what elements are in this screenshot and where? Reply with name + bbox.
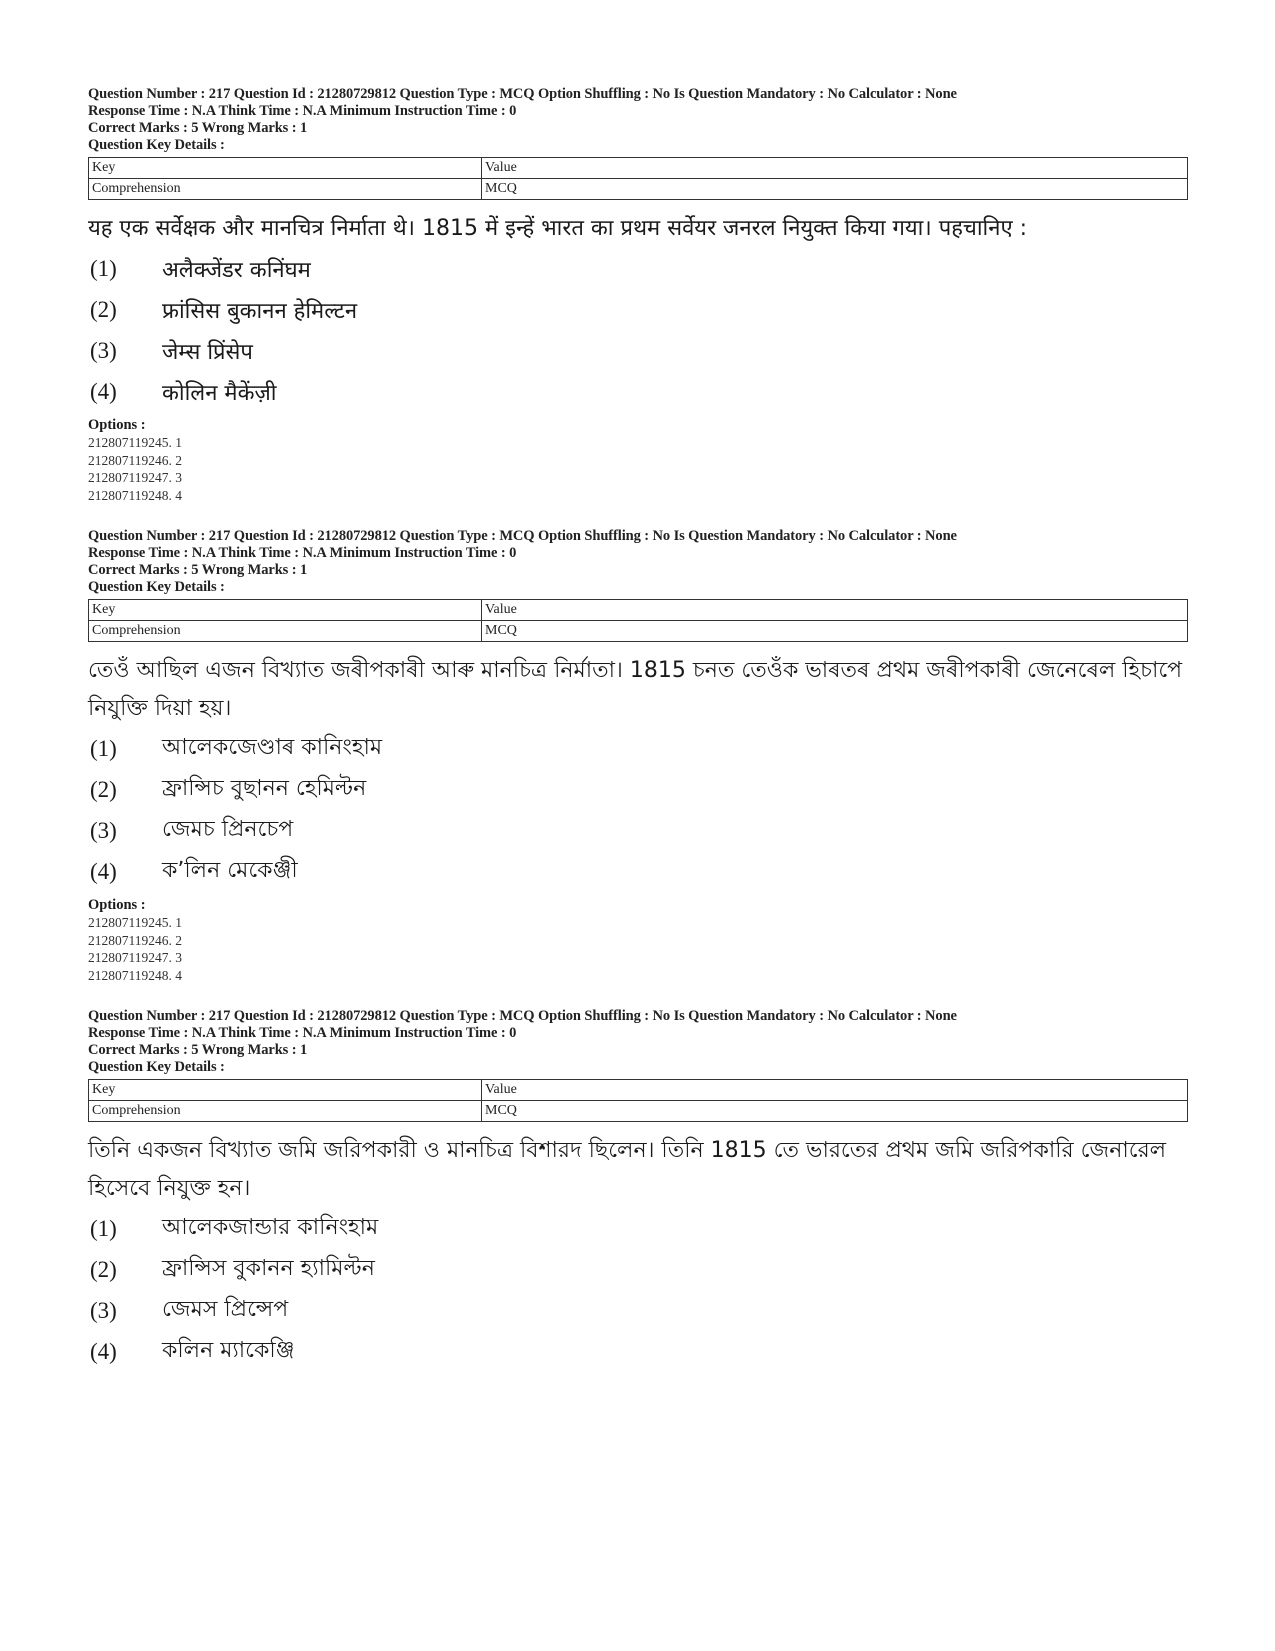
- table-cell-key: Comprehension: [89, 179, 482, 200]
- option-item: [88, 1290, 1188, 1331]
- option-number: (3): [90, 1297, 117, 1323]
- option-item: [88, 289, 1188, 330]
- table-header-key: Key: [89, 158, 482, 179]
- option-number: (3): [90, 817, 117, 843]
- table-header-value: Value: [482, 1080, 1188, 1101]
- meta-line: Question Number : 217 Question Id : 21280729812 Question Type : MCQ Option Shuffling : No Is Question Mandatory : No Calculator : None: [88, 1008, 957, 1024]
- meta-line: Response Time : N.A Think Time : N.A Minimum Instruction Time : 0: [88, 1025, 517, 1041]
- meta-line: Question Key Details :: [88, 137, 225, 153]
- table-cell-value: MCQ: [482, 1101, 1188, 1122]
- question-block-hindi: [88, 86, 1188, 504]
- table-cell-key: Comprehension: [89, 1101, 482, 1122]
- option-text: कोलिन मैकेंज़ी: [162, 380, 277, 406]
- table-header-key: Key: [89, 1080, 482, 1101]
- option-number: (2): [90, 1256, 117, 1282]
- meta-line: Response Time : N.A Think Time : N.A Minimum Instruction Time : 0: [88, 103, 517, 119]
- option-item: [88, 728, 1188, 769]
- table-row: [89, 600, 1188, 621]
- meta-line: Correct Marks : 5 Wrong Marks : 1: [88, 120, 308, 136]
- question-meta: [88, 86, 1188, 154]
- option-text: ফ্রান্সিস বুকানন হ্যামিল্টন: [162, 1256, 375, 1281]
- option-id: 212807119245. 1: [88, 915, 182, 930]
- block-spacer: [88, 984, 1188, 1008]
- option-item: [88, 330, 1188, 371]
- question-meta: [88, 1008, 1188, 1076]
- meta-line: Correct Marks : 5 Wrong Marks : 1: [88, 562, 308, 578]
- option-id: 212807119245. 1: [88, 435, 182, 450]
- meta-line: Question Key Details :: [88, 1059, 225, 1075]
- table-row: [89, 1101, 1188, 1122]
- meta-line: Question Key Details :: [88, 579, 225, 595]
- option-item: [88, 248, 1188, 289]
- table-cell-key: Comprehension: [89, 621, 482, 642]
- question-page: [88, 86, 1188, 1372]
- question-text: यह एक सर्वेक्षक और मानचित्र निर्माता थे। 1815 में इन्हें भारत का प्रथम सर्वेयर जनरल नियुक्त किया गया। पहचानिए :: [88, 216, 1028, 241]
- question-text: তিনি একজন বিখ্যাত জমি জরিপকারী ও মানচিত্র বিশারদ ছিলেন। তিনি 1815 তে ভারতের প্রথম জমি জরিপকারি জেনারেল হিসেবে নিযুক্ত হন।: [88, 1138, 1167, 1201]
- option-text: ফ্ৰান্সিচ বুছানন হেমিল্টন: [162, 776, 367, 801]
- option-id: 212807119246. 2: [88, 452, 182, 468]
- option-ids-list: [88, 434, 1188, 504]
- option-number: (2): [90, 296, 117, 322]
- options-label: Options :: [88, 897, 146, 913]
- option-item: [88, 1331, 1188, 1372]
- option-number: (2): [90, 776, 117, 802]
- option-id: 212807119247. 3: [88, 950, 182, 965]
- option-item: [88, 810, 1188, 851]
- table-header-value: Value: [482, 600, 1188, 621]
- table-header-value: Value: [482, 158, 1188, 179]
- option-id: 212807119246. 2: [88, 932, 182, 948]
- table-row: [89, 621, 1188, 642]
- options-label: Options :: [88, 417, 146, 433]
- question-block-bengali: [88, 1008, 1188, 1372]
- option-text: जेम्स प्रिंसेप: [162, 339, 253, 365]
- option-number: (1): [90, 255, 117, 281]
- option-number: (3): [90, 337, 117, 363]
- option-text: আলেকজেণ্ডাৰ কানিংহাম: [162, 735, 383, 760]
- option-text: কʼলিন মেকেঞ্জী: [162, 858, 298, 883]
- block-spacer: [88, 504, 1188, 528]
- option-item: [88, 1249, 1188, 1290]
- question-key-table: [88, 599, 1188, 642]
- option-item: [88, 851, 1188, 892]
- question-key-table: [88, 1079, 1188, 1122]
- table-cell-value: MCQ: [482, 621, 1188, 642]
- question-meta: [88, 528, 1188, 596]
- option-number: (4): [90, 858, 117, 884]
- option-item: [88, 1208, 1188, 1249]
- table-cell-value: MCQ: [482, 179, 1188, 200]
- option-text: फ्रांसिस बुकानन हेमिल्टन: [162, 298, 358, 324]
- option-text: কলিন ম্যাকেঞ্জি: [162, 1338, 295, 1363]
- option-text: अलैक्जेंडर कनिंघम: [162, 257, 311, 283]
- option-id: 212807119248. 4: [88, 967, 182, 983]
- table-header-key: Key: [89, 600, 482, 621]
- option-text: জেমচ প্ৰিনচেপ: [162, 817, 294, 842]
- question-key-table: [88, 157, 1188, 200]
- meta-line: Question Number : 217 Question Id : 21280729812 Question Type : MCQ Option Shuffling : No Is Question Mandatory : No Calculator : None: [88, 86, 957, 102]
- meta-line: Correct Marks : 5 Wrong Marks : 1: [88, 1042, 308, 1058]
- option-id: 212807119247. 3: [88, 470, 182, 485]
- option-number: (4): [90, 378, 117, 404]
- option-number: (1): [90, 1215, 117, 1241]
- option-item: [88, 769, 1188, 810]
- option-text: জেমস প্রিন্সেপ: [162, 1297, 289, 1322]
- question-block-assamese: [88, 528, 1188, 984]
- option-ids-list: [88, 914, 1188, 984]
- meta-line: Question Number : 217 Question Id : 21280729812 Question Type : MCQ Option Shuffling : No Is Question Mandatory : No Calculator : None: [88, 528, 957, 544]
- option-number: (4): [90, 1338, 117, 1364]
- option-number: (1): [90, 735, 117, 761]
- meta-line: Response Time : N.A Think Time : N.A Minimum Instruction Time : 0: [88, 545, 517, 561]
- table-row: [89, 179, 1188, 200]
- table-row: [89, 158, 1188, 179]
- option-id: 212807119248. 4: [88, 487, 182, 503]
- question-text: তেওঁ আছিল এজন বিখ্যাত জৰীপকাৰী আৰু মানচিত্ৰ নিৰ্মাতা। 1815 চনত তেওঁক ভাৰতৰ প্ৰথম জৰীপকাৰী জেনেৰেল হিচাপে নিযুক্তি দিয়া হয়।: [88, 658, 1183, 721]
- option-item: [88, 371, 1188, 412]
- table-row: [89, 1080, 1188, 1101]
- option-text: আলেকজান্ডার কানিংহাম: [162, 1215, 379, 1240]
